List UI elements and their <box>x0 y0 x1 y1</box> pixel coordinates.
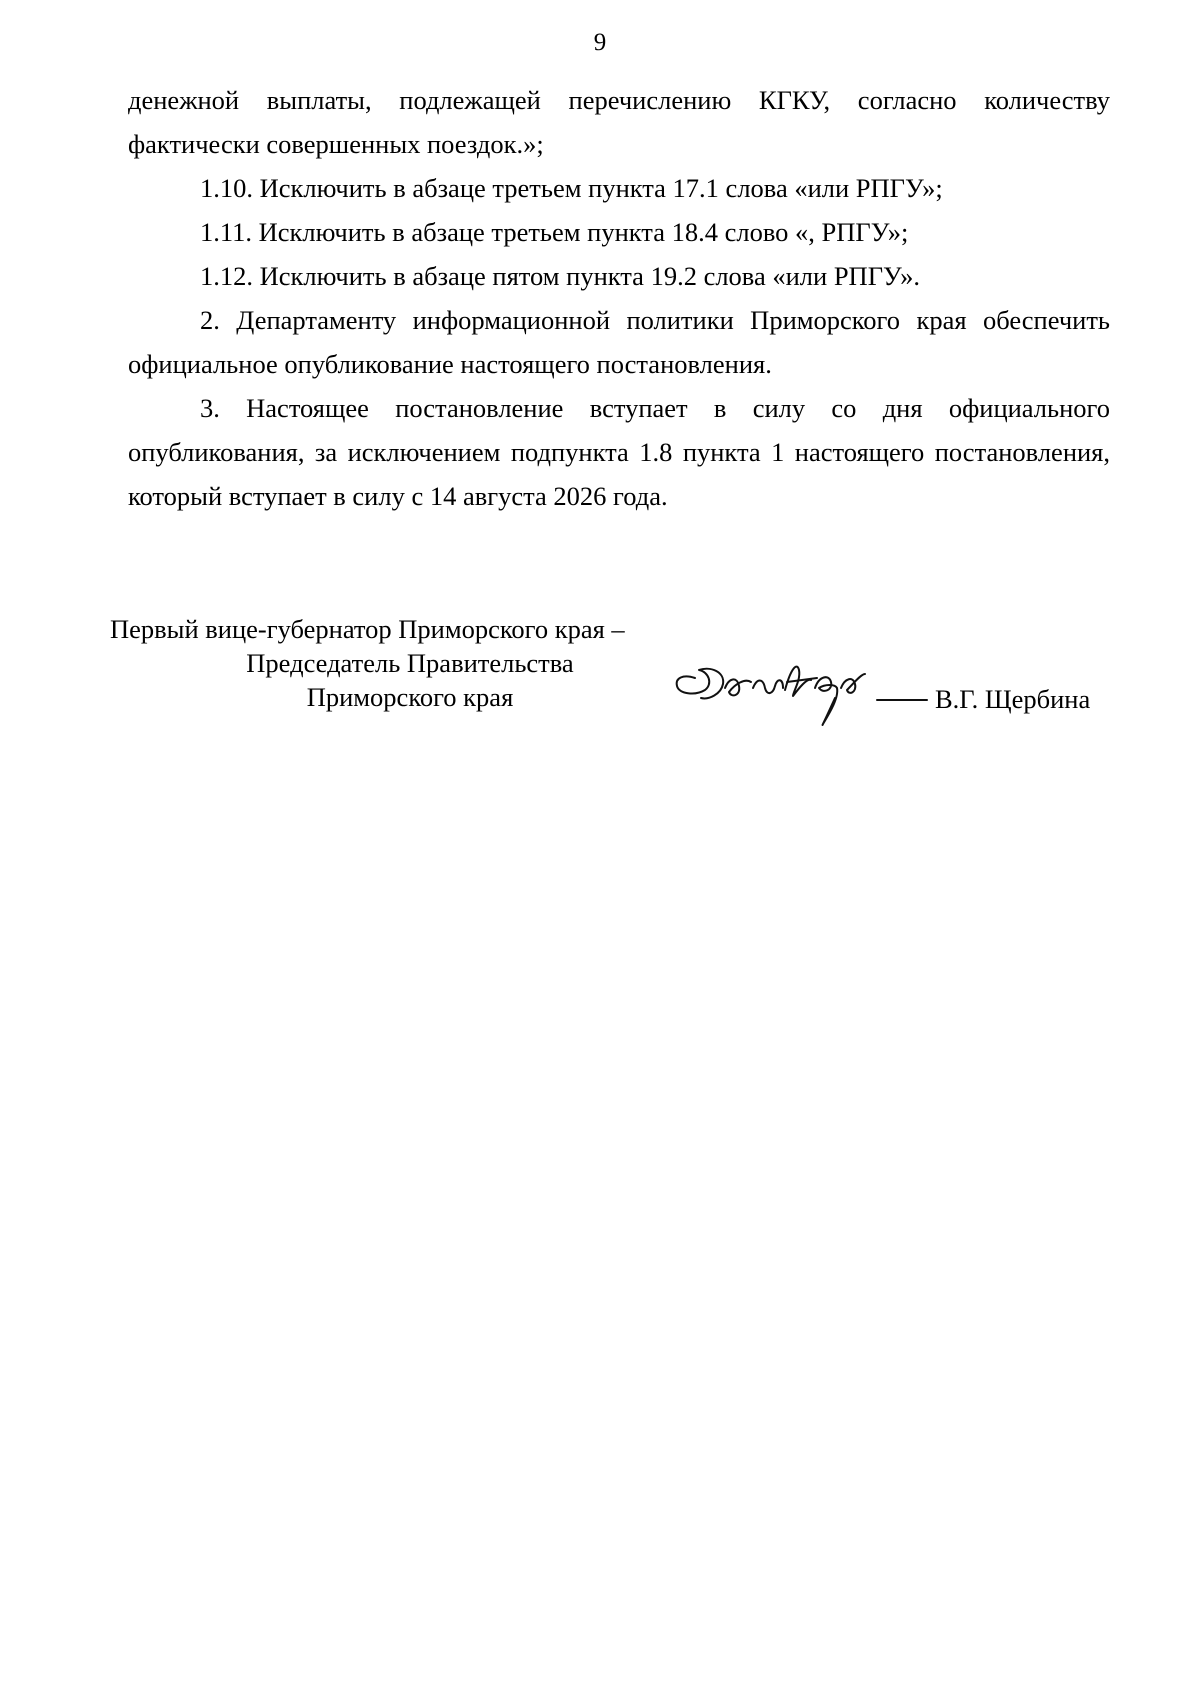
signatory-title-line-1: Первый вице-губернатор Приморского края – <box>110 614 625 644</box>
signer-name: В.Г. Щербина <box>935 684 1091 714</box>
paragraph-item-2: 2. Департаменту информационной политики Приморского края обеспечить официальное опубликование настоящего постановления. <box>128 305 1110 379</box>
paragraph-item-1-12: 1.12. Исключить в абзаце пятом пункта 19.2 слова «или РПГУ». <box>200 261 920 291</box>
paragraph-continuation: денежной выплаты, подлежащей перечислению КГКУ, согласно количеству фактически совершенных поездок.»; <box>128 85 1110 159</box>
paragraph-item-1-10: 1.10. Исключить в абзаце третьем пункта 17.1 слова «или РПГУ»; <box>200 173 943 203</box>
signatory-title-line-2: Председатель Правительства <box>246 648 574 678</box>
paragraph-item-3: 3. Настоящее постановление вступает в силу со дня официального опубликования, за исключением подпункта 1.8 пункта 1 настоящего постановления, который вступает в силу с 14 августа 2026 года. <box>128 393 1110 511</box>
signatory-title <box>110 612 710 714</box>
page-number: 9 <box>593 29 607 56</box>
signatory-title-line-3: Приморского края <box>306 682 514 712</box>
signature-block <box>110 612 1110 732</box>
paragraph-item-1-11: 1.11. Исключить в абзаце третьем пункта 18.4 слово «, РПГУ»; <box>200 217 909 247</box>
document-body <box>128 78 1110 518</box>
